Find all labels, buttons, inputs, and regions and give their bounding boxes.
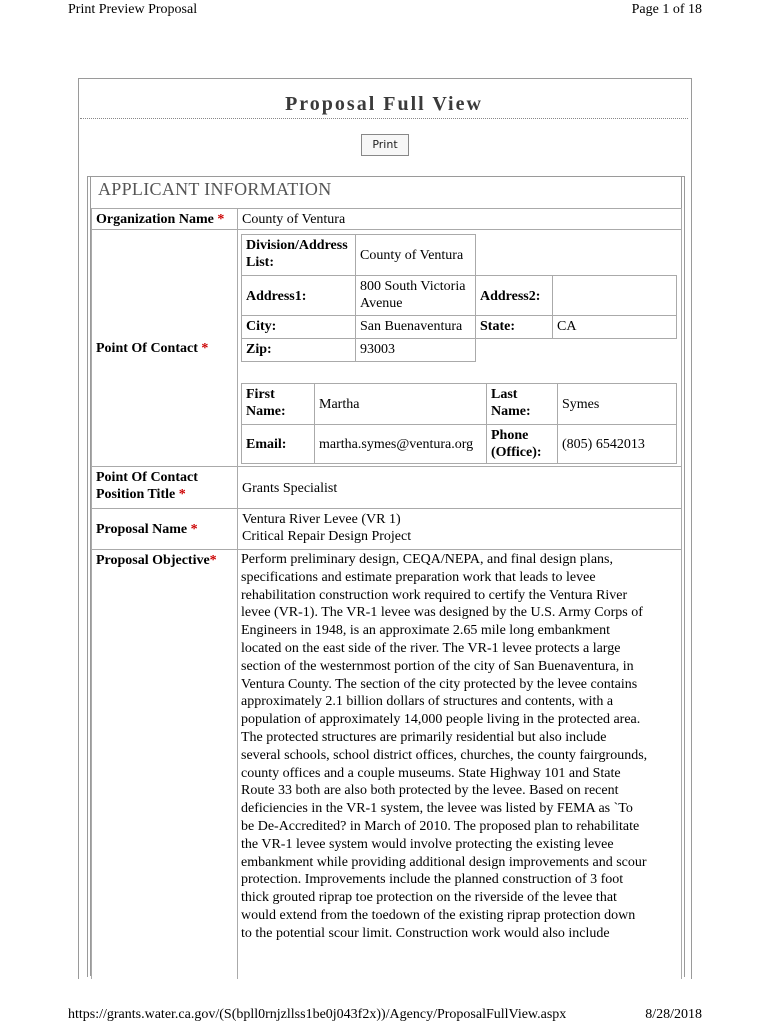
objective-line: protection. Improvements include the planned construction of 3 foot [241, 872, 624, 888]
required-marker: * [217, 212, 225, 227]
objective-line: located on the east side of the river. The VR-1 levee protects a large [241, 640, 621, 656]
position-title-label: Point Of Contact Position Title * [91, 466, 238, 509]
page-title: Proposal Full View [285, 93, 483, 115]
objective-line: embankment while providing additional design improvements and scour [241, 854, 647, 870]
city-value: San Buenaventura [355, 315, 476, 339]
last-name-value: Symes [557, 383, 677, 425]
page-url: https://grants.water.ca.gov/(S(bpll0rnjzllss1be0j043f2x))/Agency/ProposalFullView.aspx [68, 1007, 567, 1022]
objective-line: Engineers in 1948, is an approximate 2.65 mile long embankment [241, 623, 610, 639]
objective-line: rehabilitation construction work required to certify the Ventura River [241, 587, 628, 603]
division-address-value: County of Ventura [355, 234, 476, 276]
city-label: City: [241, 315, 356, 339]
zip-value: 93003 [355, 338, 476, 362]
last-name-label: Last Name: [486, 383, 558, 425]
division-address-label: Division/Address List: [241, 234, 356, 276]
address2-label: Address2: [475, 275, 553, 316]
required-marker: * [201, 341, 209, 356]
objective-line: Perform preliminary design, CEQA/NEPA, and final design plans, [241, 552, 613, 567]
organization-name-value: County of Ventura [237, 208, 682, 230]
email-label: Email: [241, 424, 315, 464]
objective-line: approximately 2.1 billion dollars of structures and contents, with a [241, 694, 614, 710]
print-date: 8/28/2018 [645, 1007, 702, 1022]
proposal-name-label: Proposal Name * [91, 508, 238, 550]
proposal-name-line-2: Critical Repair Design Project [242, 529, 412, 544]
required-marker: * [209, 553, 217, 568]
zip-label: Zip: [241, 338, 356, 362]
print-button[interactable]: Print [361, 134, 409, 156]
state-value: CA [552, 315, 677, 339]
objective-line: The protected structures are primarily residential but also include [241, 729, 607, 745]
section-title: APPLICANT INFORMATION [98, 179, 332, 199]
required-marker: * [178, 487, 186, 502]
objective-line: thick grouted riprap toe protection on the riverside of the levee that [241, 890, 617, 906]
objective-line: section of the westernmost portion of the city of San Buenaventura, in [241, 658, 634, 674]
title-divider [80, 118, 688, 119]
objective-line: Ventura County. The section of the city protected by the levee contains [241, 676, 638, 692]
address1-label: Address1: [241, 275, 356, 316]
objective-line: be De-Accredited? in March of 2010. The proposed plan to rehabilitate [241, 818, 640, 834]
objective-line: to the potential scour limit. Construction work would also include [241, 925, 610, 941]
phone-value: (805) 6542013 [557, 424, 677, 464]
state-label: State: [475, 315, 553, 339]
page-number: Page 1 of 18 [631, 2, 702, 17]
objective-line: levee (VR-1). The VR-1 levee was designed by the U.S. Army Corps of [241, 605, 643, 621]
objective-line: deficiencies in the VR-1 system, the levee was listed by FEMA as `To [241, 801, 633, 817]
proposal-name-line-1: Ventura River Levee (VR 1) [242, 512, 401, 527]
email-value: martha.symes@ventura.org [314, 424, 487, 464]
address2-value [552, 275, 677, 316]
objective-line: would extend from the toedown of the existing riprap protection down [241, 907, 636, 923]
proposal-name-value [237, 508, 682, 550]
organization-name-label: Organization Name * [91, 208, 238, 230]
first-name-label: First Name: [241, 383, 315, 425]
objective-line: specifications and estimate preparation work that leads to levee [241, 569, 596, 585]
proposal-objective-text [241, 551, 681, 943]
required-marker: * [190, 522, 198, 537]
objective-line: several schools, school district offices, churches, the county fairgrounds, [241, 747, 648, 763]
position-title-value: Grants Specialist [237, 466, 682, 509]
first-name-value: Martha [314, 383, 487, 425]
objective-line: Route 33 both are also both protected by the levee. Based on recent [241, 783, 619, 799]
objective-line: the VR-1 levee system would involve protecting the existing levee [241, 836, 614, 852]
objective-line: population of approximately 14,000 people living in the protected area. [241, 712, 641, 728]
phone-label: Phone (Office): [486, 424, 558, 464]
point-of-contact-label: Point Of Contact * [91, 229, 238, 467]
objective-line: county offices and a couple museums. State Highway 101 and State [241, 765, 621, 781]
page-header-title: Print Preview Proposal [68, 2, 198, 17]
address1-value: 800 South Victoria Avenue [355, 275, 476, 316]
proposal-objective-label: Proposal Objective* [91, 549, 238, 979]
